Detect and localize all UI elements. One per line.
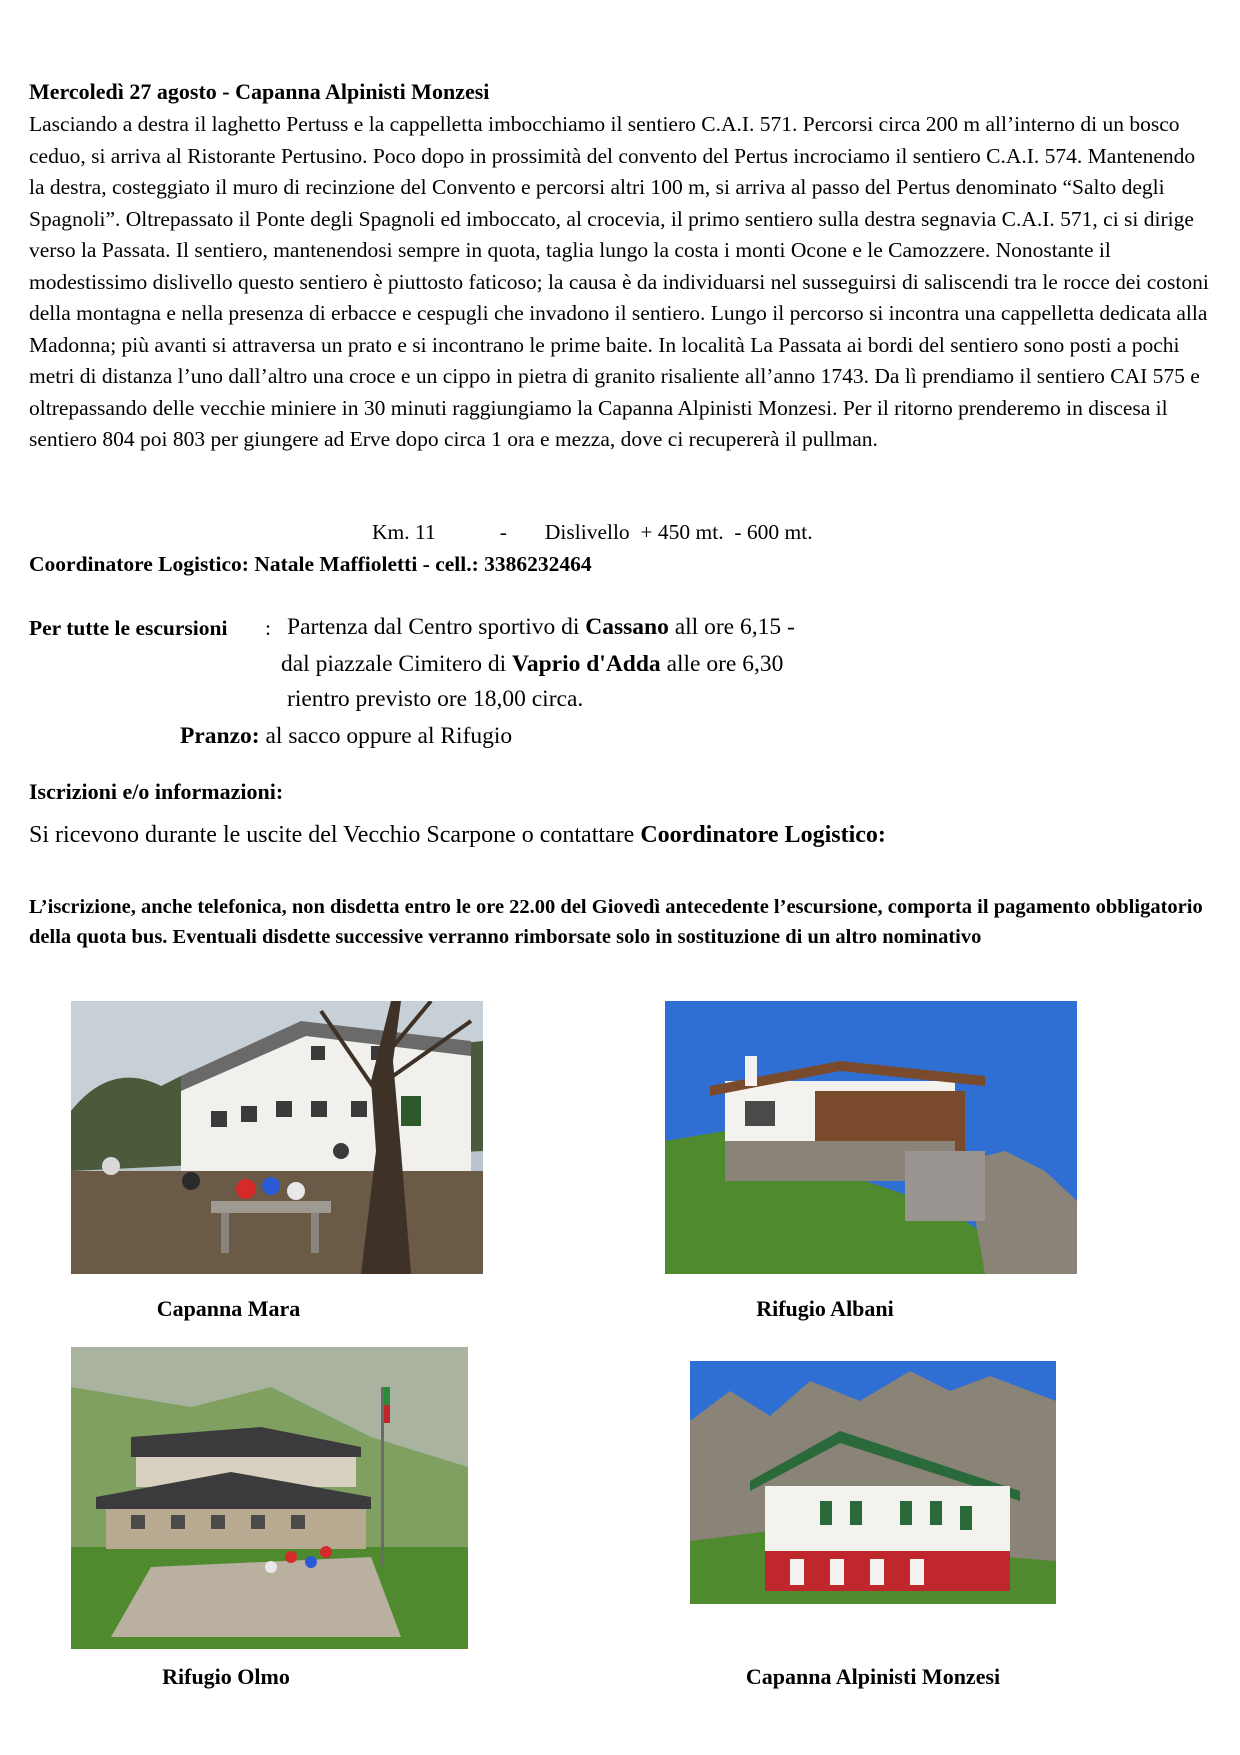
departure-line-1 [287, 612, 795, 642]
caption-capanna-alpinisti-monzesi: Capanna Alpinisti Monzesi [745, 1664, 1001, 1689]
lunch-label: Pranzo: [180, 723, 260, 749]
return-line: rientro previsto ore 18,00 circa. [287, 686, 584, 712]
cancellation-notice: L’iscrizione, anche telefonica, non disdetta entro le ore 22.00 del Giovedì antecedente l’escursione, comporta il pagamento obbligatorio della quota bus. Eventuali disdette successive verranno rimborsate solo in sostituzione di un altro nominativo [29, 896, 1203, 948]
departure-line-2 [281, 649, 783, 679]
photo-capanna-alpinisti-monzesi [690, 1361, 1056, 1604]
lunch-text: al sacco oppure al Rifugio [259, 723, 513, 749]
distance: Km. 11 [372, 520, 436, 544]
registration-text-plain: Si ricevono durante le uscite del Vecchio Scarpone o contattare [29, 822, 641, 848]
caption-rifugio-albani: Rifugio Albani [756, 1296, 894, 1321]
departure-1-text: Partenza dal Centro sportivo di [287, 614, 586, 640]
all-trips-colon: : [265, 616, 271, 640]
departure-1-time: all ore 6,15 - [668, 614, 795, 640]
departure-2-text: dal piazzale Cimitero di [281, 651, 512, 677]
caption-capanna-mara: Capanna Mara [156, 1296, 301, 1321]
lunch-line [180, 721, 512, 751]
departure-2-time: alle ore 6,30 [660, 651, 784, 677]
coordinator-line: Coordinatore Logistico: Natale Maffioletti - cell.: 3386232464 [29, 552, 592, 576]
registration-title: Iscrizioni e/o informazioni: [29, 779, 284, 804]
caption-rifugio-olmo: Rifugio Olmo [162, 1664, 290, 1689]
photo-capanna-mara [71, 1001, 483, 1274]
all-trips-label: Per tutte le escursioni [29, 616, 228, 640]
departure-1-place: Cassano [585, 614, 669, 640]
route-description: Lasciando a destra il laghetto Pertuss e la cappelletta imbocchiamo il sentiero C.A.I. 571. Percorsi circa 200 m all’interno di un bosco ceduo, si arriva al Ristorante Pertusino. Poco dopo in prossimità del convento del Pertus incrociamo il sentiero C.A.I. 574. Mantenendo la destra, costeggiato il muro di recinzione del Convento e percorsi altri 100 m, si arriva al passo del Pertus denominato “Salto degli Spagnoli”. Oltrepassato il Ponte degli Spagnoli ed imboccato, al crocevia, il primo sentiero sulla destra segnavia C.A.I. 571, ci si dirige verso la Passata. Il sentiero, mantenendosi sempre in quota, taglia lungo la costa i monti Ocone e le Camozzere. Nonostante il modestissimo dislivello questo sentiero è piuttosto faticoso; la causa è da individuarsi nel susseguirsi di saliscendi tra le rocce dei costoni della montagna e nella presenza di erbacce e cespugli che invadono il sentiero. Lungo il percorso si incontra una cappelletta dedicata alla Madonna; più avanti si attraversa un prato e si incontrano le prime baite. In località La Passata ai bordi del sentiero sono posti a pochi metri di distanza l’uno dall’altro una croce e un cippo in pietra di granito risaliente all’anno 1743. Da lì prendiamo il sentiero CAI 575 e oltrepassando delle vecchie miniere in 30 minuti raggiungiamo la Capanna Alpinisti Monzesi. Per il ritorno prenderemo in discesa il sentiero 804 poi 803 per giungere ad Erve dopo circa 1 ora e mezza, dove ci recupererà il pullman. [29, 112, 1209, 451]
registration-text-bold: Coordinatore Logistico: [640, 822, 886, 848]
elevation: Dislivello + 450 mt. - 600 mt. [544, 520, 813, 544]
photo-rifugio-albani [665, 1001, 1077, 1274]
stats-line [372, 518, 813, 546]
separator: - [499, 520, 507, 544]
photo-rifugio-olmo [71, 1347, 468, 1649]
registration-text [29, 820, 886, 850]
departure-2-place: Vaprio d'Adda [512, 651, 661, 677]
day-title: Mercoledì 27 agosto - Capanna Alpinisti Monzesi [29, 79, 490, 104]
